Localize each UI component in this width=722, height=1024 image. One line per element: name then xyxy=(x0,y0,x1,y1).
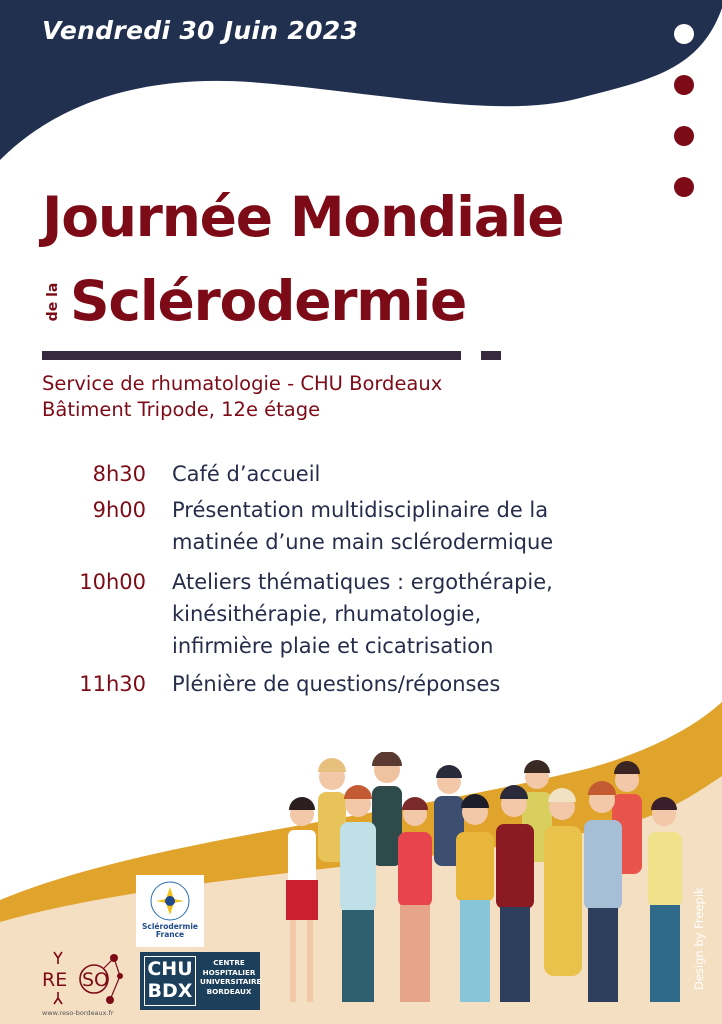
maroon-dot-icon xyxy=(674,75,694,95)
schedule-text-line: kinésithérapie, rhumatologie, xyxy=(172,602,482,626)
schedule-text xyxy=(172,668,712,700)
association-name-line1: Sclérodermie xyxy=(142,922,198,931)
maroon-dot-icon xyxy=(674,126,694,146)
association-logo xyxy=(136,875,204,947)
chu-bordeaux-logo xyxy=(140,952,260,1010)
design-credit xyxy=(692,887,712,1010)
divider-bar-short xyxy=(481,351,501,360)
reso-logo-re: RE xyxy=(42,969,68,991)
schedule-text-line: Plénière de questions/réponses xyxy=(172,672,501,696)
design-credit-text: Design by Freepik xyxy=(692,887,706,990)
schedule-text-line: infirmière plaie et cicatrisation xyxy=(172,634,494,658)
schedule-time: 9h00 xyxy=(92,498,146,522)
chu-text-line2: HOSPITALIER xyxy=(202,967,256,977)
title-prefix xyxy=(36,274,70,330)
chu-logo-line1: CHU xyxy=(147,958,193,980)
reso-website: www.reso-bordeaux.fr xyxy=(42,1009,114,1017)
schedule-text-line: Présentation multidisciplinaire de la xyxy=(172,498,549,522)
schedule-text xyxy=(172,458,712,490)
white-dot-icon xyxy=(674,24,694,44)
schedule-text xyxy=(172,566,712,662)
event-date: Vendredi 30 Juin 2023 xyxy=(42,16,359,45)
chu-text-line1: CENTRE xyxy=(213,958,245,967)
venue-line2: Bâtiment Tripode, 12e étage xyxy=(42,398,321,421)
title-prefix-text: de la xyxy=(45,282,61,322)
page-title-line2: Sclérodermie xyxy=(70,269,467,333)
schedule-text-line: Ateliers thématiques : ergothérapie, xyxy=(172,570,553,594)
chu-text-line3: UNIVERSITAIRE xyxy=(200,977,262,987)
schedule-text-line: matinée d’une main sclérodermique xyxy=(172,530,554,554)
reso-logo-so: SO xyxy=(82,969,110,991)
association-name xyxy=(136,923,204,940)
venue-line1: Service de rhumatologie - CHU Bordeaux xyxy=(42,372,443,395)
sunflower-icon xyxy=(150,881,190,921)
chu-text-line4: BORDEAUX xyxy=(206,987,252,997)
divider-bar xyxy=(42,351,461,360)
page-title-line1: Journée Mondiale xyxy=(42,185,564,249)
schedule-time: 8h30 xyxy=(92,462,146,486)
maroon-dot-icon xyxy=(674,177,694,197)
people-group-illustration xyxy=(262,752,712,1014)
chu-logo-line2: BDX xyxy=(147,980,193,1002)
chu-logo-mark xyxy=(144,956,196,1006)
schedule-time: 11h30 xyxy=(79,672,146,696)
schedule-time: 10h00 xyxy=(79,570,146,594)
chu-logo-text xyxy=(200,958,262,997)
reso-logo xyxy=(40,948,124,1008)
association-name-line2: France xyxy=(155,930,185,940)
schedule-text-line: Café d’accueil xyxy=(172,462,321,486)
schedule-text xyxy=(172,494,712,558)
